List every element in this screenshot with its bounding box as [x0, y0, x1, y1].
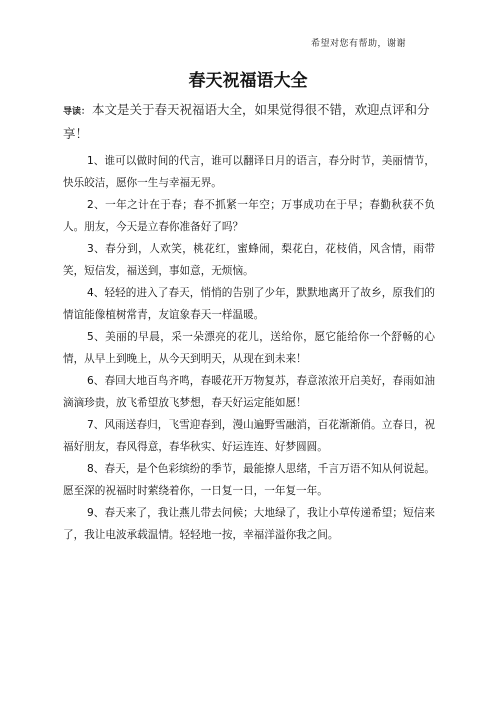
greeting-item-5: 5、美丽的早晨，采一朵漂亮的花儿，送给你，愿它能给你一个舒畅的心情，从早上到晚上，从今天到明天，从现在到未来！: [63, 331, 435, 365]
greeting-item-9: 9、春天来了，我让燕儿带去问候；大地绿了，我让小草传递希望；短信来了，我让电波承载温情。轻轻地一按，幸福洋溢你我之间。: [63, 507, 435, 541]
header-note: 希望对您有帮助，谢谢: [310, 39, 406, 49]
intro-text: 本文是关于春天祝福语大全，如果觉得很不错，欢迎点评和分享！: [63, 102, 430, 141]
document-title: 春天祝福语大全: [188, 71, 308, 91]
greeting-item-8: 8、春天，是个色彩缤纷的季节，最能撩人思绪，千言万语不知从何说起。愿至深的祝福时时萦绕着你，一日复一日，一年复一年。: [63, 463, 435, 497]
greeting-item-1: 1、谁可以做时间的代言，谁可以翻译日月的语言，春分时节，美丽情节，快乐皎洁，愿你一生与幸福无界。: [63, 155, 435, 189]
intro-paragraph: [63, 99, 437, 145]
greeting-item-2: 2、一年之计在于春；春不抓紧一年空；万事成功在于早；春勤秋获不负人。朋友，今天是立春你准备好了吗？: [63, 199, 435, 233]
greeting-item-7: 7、风雨送春归，飞雪迎春到，漫山遍野雪融消，百花渐渐俏。立春日，祝福好朋友，春风得意，春华秋实、好运连连、好梦圆圆。: [63, 419, 435, 453]
intro-label: 导读：: [63, 107, 91, 117]
greeting-item-6: 6、春回大地百鸟齐鸣，春暖花开万物复苏，春意浓浓开启美好，春雨如油滴滴珍贵，放飞希望放飞梦想，春天好运定能如愿！: [63, 375, 435, 409]
greeting-item-4: 4、轻轻的进入了春天，悄悄的告别了少年，默默地离开了故乡，原我们的情谊能像植树常青，友谊象春天一样温暖。: [63, 287, 435, 321]
greeting-item-3: 3、春分到，人欢笑，桃花红，蜜蜂闹，梨花白，花枝俏，风含情，雨带笑，短信发，福送到，事如意，无烦恼。: [63, 243, 435, 277]
greeting-list: [63, 150, 435, 546]
